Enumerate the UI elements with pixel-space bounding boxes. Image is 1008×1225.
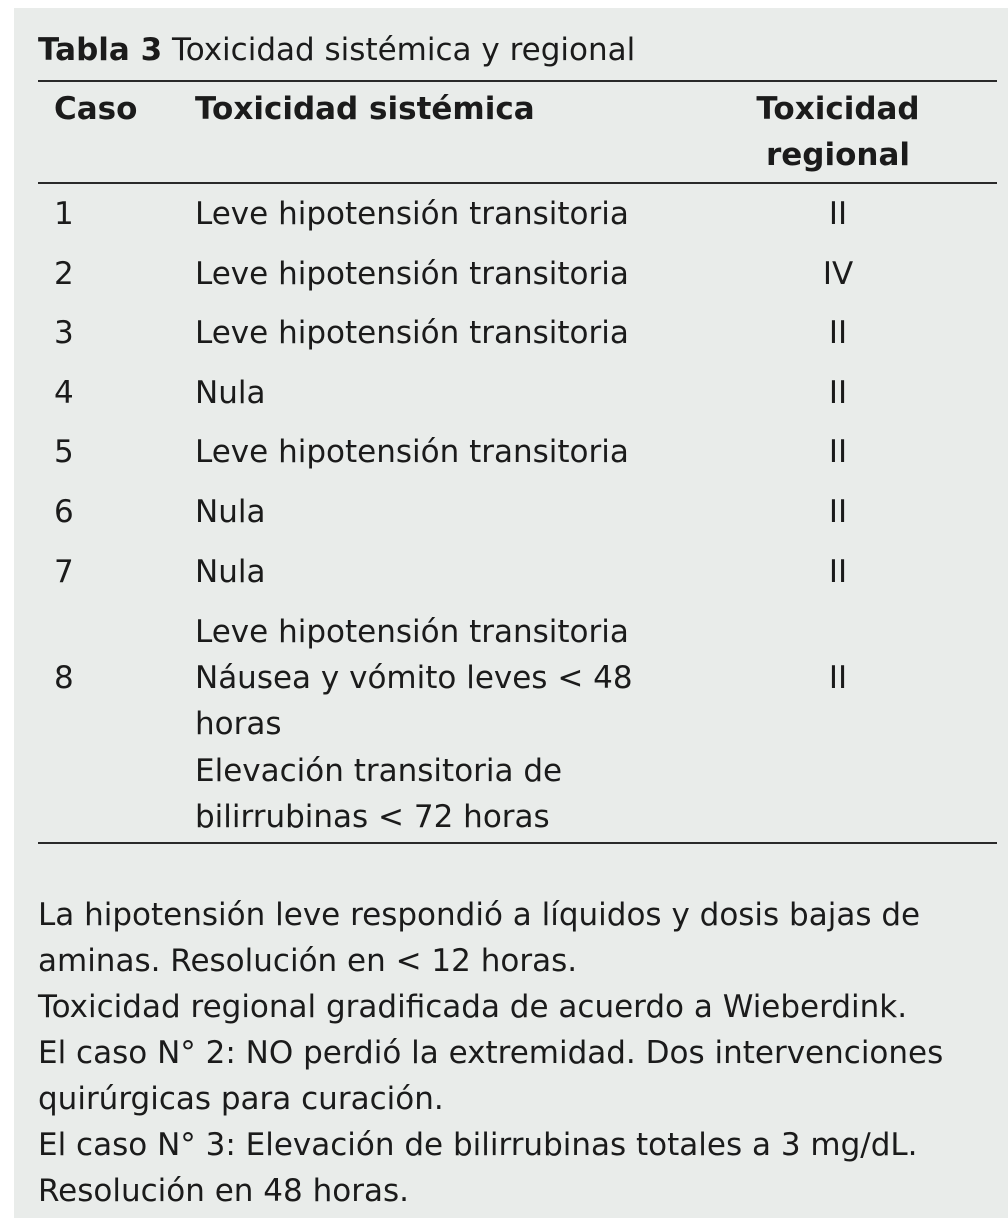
row-3-sistemica: Leve hipotensión transitoria <box>195 315 629 351</box>
row-1-regional: II <box>828 196 848 232</box>
row-5-regional: II <box>828 434 848 470</box>
row-6-sistemica: Nula <box>195 494 266 530</box>
row-1-caso: 1 <box>54 196 74 232</box>
row-8-sistemica-line-5: bilirrubinas < 72 horas <box>195 799 550 835</box>
row-4-regional: II <box>828 375 848 411</box>
table-caption <box>38 32 635 68</box>
table-title: Toxicidad sistémica y regional <box>172 32 636 68</box>
row-2-caso: 2 <box>54 256 74 292</box>
note-3: El caso N° 2: NO perdió la extremidad. Dos intervenciones quirúrgicas para curación. <box>38 1035 944 1117</box>
row-6-caso: 6 <box>54 494 74 530</box>
row-8-regional: II <box>828 660 848 696</box>
row-5-sistemica: Leve hipotensión transitoria <box>195 434 629 470</box>
header-caso: Caso <box>54 91 138 127</box>
header-regional-line1: Toxicidad <box>756 91 920 127</box>
row-3-regional: II <box>828 315 848 351</box>
row-3-caso: 3 <box>54 315 74 351</box>
row-4-sistemica: Nula <box>195 375 266 411</box>
top-rule <box>38 80 997 82</box>
row-4-caso: 4 <box>54 375 74 411</box>
row-6-regional: II <box>828 494 848 530</box>
row-8-sistemica-line-3: horas <box>195 706 282 742</box>
header-sistemica: Toxicidad sistémica <box>195 91 535 127</box>
row-8-caso: 8 <box>54 660 74 696</box>
note-4: El caso N° 3: Elevación de bilirrubinas totales a 3 mg/dL. Resolución en 48 horas. <box>38 1127 918 1209</box>
table-label: Tabla 3 <box>38 32 163 68</box>
row-5-caso: 5 <box>54 434 74 470</box>
row-8-sistemica-line-4: Elevación transitoria de <box>195 753 563 789</box>
header-regional-line2: regional <box>765 137 911 173</box>
note-2: Toxicidad regional gradificada de acuerdo a Wieberdink. <box>38 989 908 1025</box>
row-1-sistemica: Leve hipotensión transitoria <box>195 196 629 232</box>
row-2-regional: IV <box>822 256 854 292</box>
row-7-sistemica: Nula <box>195 554 266 590</box>
bottom-rule <box>38 842 997 844</box>
row-8-sistemica-line-2: Náusea y vómito leves < 48 <box>195 660 633 696</box>
header-rule <box>38 182 997 184</box>
row-8-sistemica-line-1: Leve hipotensión transitoria <box>195 614 629 650</box>
row-7-regional: II <box>828 554 848 590</box>
note-1: La hipotensión leve respondió a líquidos y dosis bajas de aminas. Resolución en < 12 horas. <box>38 897 921 979</box>
table-panel <box>14 8 1008 1218</box>
row-7-caso: 7 <box>54 554 74 590</box>
table-notes <box>38 892 993 1214</box>
row-2-sistemica: Leve hipotensión transitoria <box>195 256 629 292</box>
